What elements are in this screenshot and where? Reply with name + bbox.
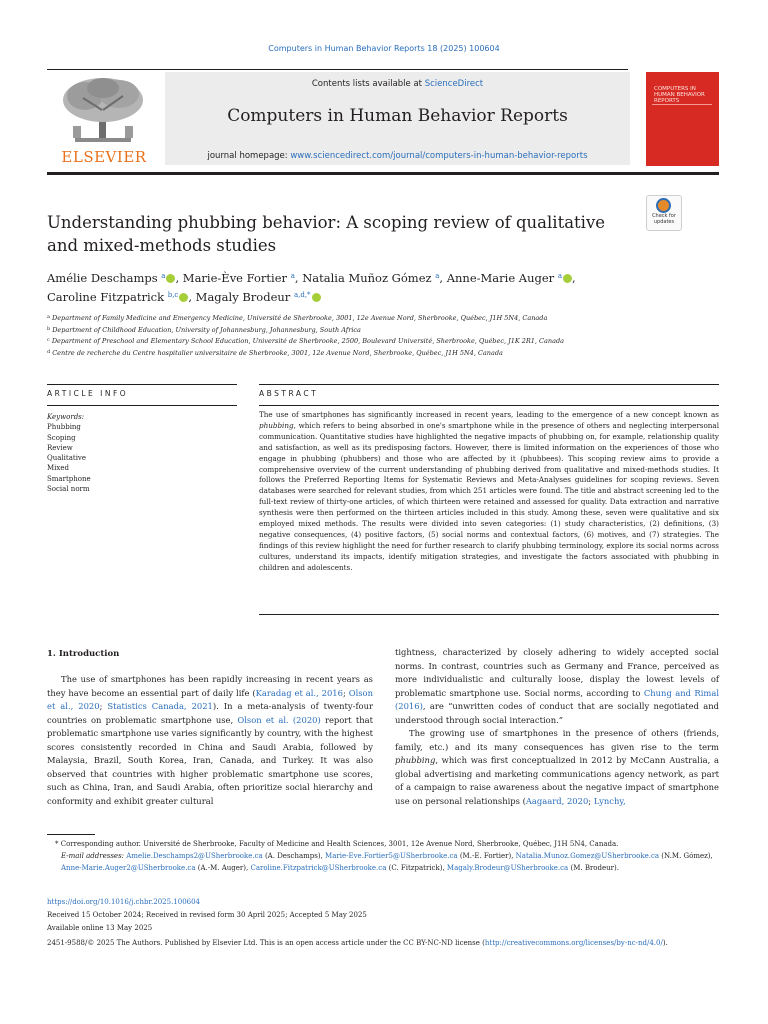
divider bbox=[259, 405, 719, 406]
author[interactable] bbox=[196, 290, 321, 304]
text: ; bbox=[342, 687, 349, 698]
sciencedirect-link[interactable]: ScienceDirect bbox=[424, 79, 484, 89]
orcid-icon[interactable] bbox=[563, 274, 572, 283]
author[interactable] bbox=[447, 271, 572, 285]
contents-prefix: Contents lists available at bbox=[311, 79, 425, 89]
author-sup[interactable]: b,c bbox=[167, 291, 179, 299]
top-rule bbox=[47, 69, 628, 70]
author[interactable] bbox=[47, 271, 175, 285]
crossmark-label: Check for updates bbox=[652, 213, 676, 225]
publisher-name: ELSEVIER bbox=[61, 148, 147, 166]
author-sup[interactable]: a bbox=[557, 272, 563, 280]
divider bbox=[47, 405, 237, 406]
author-name: Anne-Marie Auger bbox=[446, 271, 555, 285]
paragraph bbox=[395, 727, 719, 808]
journal-banner bbox=[165, 72, 630, 165]
keyword: Smartphone bbox=[47, 474, 91, 483]
divider bbox=[259, 614, 719, 615]
abstract-heading: ABSTRACT bbox=[259, 389, 319, 398]
author-sup[interactable]: a,d,* bbox=[293, 291, 311, 299]
citation-link[interactable]: Olson et al., 2020 bbox=[47, 687, 373, 711]
author[interactable] bbox=[302, 271, 439, 285]
author-sup[interactable]: a bbox=[290, 272, 295, 280]
text: ). In a meta-analysis of twenty-four countries on problematic smartphone use, bbox=[47, 701, 373, 725]
keywords bbox=[47, 412, 227, 494]
text: , are “unwritten codes of conduct that are socially negotiated and understood through social interaction.” bbox=[395, 701, 719, 725]
email-link[interactable]: Caroline.Fitzpatrick@USherbrooke.ca bbox=[250, 864, 387, 872]
citation-link[interactable]: Olson et al. (2020) bbox=[237, 714, 321, 725]
masthead-rule bbox=[47, 172, 719, 175]
author-name: Natalia Muñoz Gómez bbox=[302, 271, 432, 285]
abstract-emph: phubbing bbox=[259, 420, 294, 430]
author-name: Magaly Brodeur bbox=[195, 290, 291, 304]
affiliation-text: Centre de recherche du Centre hospitalier universitaire de Sherbrooke, 3001, 12e Avenue Nord, Sherbrooke, Québec, J1H 5N4, Canada bbox=[52, 348, 503, 357]
copyright bbox=[47, 937, 719, 949]
author-sup[interactable]: a bbox=[435, 272, 440, 280]
email-link[interactable]: Magaly.Brodeur@USherbrooke.ca bbox=[446, 864, 569, 872]
citation-link[interactable]: Chung and Rimal (2016) bbox=[395, 687, 719, 711]
affiliation-sup: d bbox=[47, 348, 51, 355]
affiliation-sup: a bbox=[47, 314, 50, 320]
affiliation-sup: b bbox=[47, 325, 51, 332]
text: , which was first conceptualized in 2012 by McCann Australia, a global advertising and marketing communications agency network, as part of a campaign to raise awareness about the negative impact of smartphone use on personal relationships ( bbox=[395, 755, 719, 806]
email-link[interactable]: Amelie.Deschamps2@USherbrooke.ca bbox=[126, 852, 263, 860]
license-link[interactable]: http://creativecommons.org/licenses/by-nc-nd/4.0/ bbox=[484, 939, 663, 947]
crossmark-icon bbox=[656, 198, 671, 213]
email-owner: (A.-M. Auger) bbox=[197, 864, 247, 872]
email-link[interactable]: Marie-Eve.Fortier5@USherbrooke.ca bbox=[325, 852, 458, 860]
divider bbox=[47, 384, 237, 385]
affiliations bbox=[47, 312, 647, 358]
abstract-part: The use of smartphones has significantly increased in recent years, leading to the emergence of a new concept known as bbox=[259, 410, 719, 419]
keywords-label: Keywords: bbox=[47, 413, 85, 421]
article-title: Understanding phubbing behavior: A scoping review of qualitative and mixed-methods studies bbox=[47, 213, 606, 255]
footnote-rule bbox=[47, 834, 95, 835]
affiliation bbox=[47, 312, 647, 324]
footnote bbox=[47, 838, 719, 874]
affiliation-text: Department of Childhood Education, University of Johannesburg, Johannesburg, South Africa bbox=[52, 325, 361, 334]
email-link[interactable]: Natalia.Munoz.Gomez@USherbrooke.ca bbox=[515, 852, 660, 860]
email-label: E-mail addresses: bbox=[61, 852, 125, 860]
publisher-logo[interactable] bbox=[45, 76, 163, 166]
cover-title: COMPUTERS IN HUMAN BEHAVIOR REPORTS bbox=[654, 86, 705, 104]
doi-link[interactable]: https://doi.org/10.1016/j.chbr.2025.100604 bbox=[47, 898, 201, 906]
keyword: Qualitative bbox=[47, 454, 87, 463]
email-owner: (A. Deschamps) bbox=[264, 852, 321, 860]
text: The use of smartphones has been rapidly increasing in recent years as they have become an essential part of daily life ( bbox=[47, 674, 373, 698]
keyword: Review bbox=[47, 443, 73, 452]
orcid-icon[interactable] bbox=[312, 293, 321, 302]
abstract-part: , which refers to being absorbed in one's smartphone while in the presence of others and neglecting interpersonal communication. Quantitative studies have highlighted the negative impacts of phubbing on, for example, relationship quality and satisfaction, as well as its predisposing factors. However, there is limited information on the experiences of those who engage in phubbing (phubbers) and those who are affected by it (phubbees). This scoping review aims to provide a comprehensive overview of the current understanding of phubbing derived from qualitative and mixed-methods studies. It follows the Preferred Reporting Items for Systematic Reviews and Meta-Analyses guidelines for scoping reviews. Seven databases were searched for relevant studies, from which 251 articles were found. The title and abstract screening led to the full-text review of thirty-one articles, of which thirteen were retained and assessed for quality. Data extraction and narrative synthesis were then performed on the thirteen articles included in this study. Among these, seven were qualitative and six employed mixed methods. The results were divided into seven categories: (1) study characteristics, (2) definitions, (3) negative consequences, (4) positive factors, (5) social norms and contextual factors, (6) motives, and (7) strategies. The findings of this review highlight the need for further research to clarify phubbing terminology, explore its social norms across cultures, understand its impacts, identify mitigation strategies, and investigate the factors associated with phubbing in children and adolescents. bbox=[259, 420, 719, 572]
email-owner: (M. Brodeur). bbox=[570, 864, 619, 872]
homepage-line bbox=[165, 151, 630, 161]
text: ; bbox=[588, 795, 594, 806]
text: ; bbox=[99, 701, 108, 711]
text: report that problematic smartphone use varies significantly by country, with the highest scores consistently recorded in China and Saudi Arabia, followed by Malaysia, Brazil, South Korea, Iran, Canada, and Turkey. It was also observed that countries with higher problematic smartphone use scores, such as China, Iran, and Saudi Arabia, often prioritize social hierarchy and conformity and exhibit greater cultural bbox=[47, 714, 373, 806]
body-column-right bbox=[395, 646, 719, 808]
author[interactable] bbox=[183, 271, 295, 285]
author-name: Amélie Deschamps bbox=[47, 271, 158, 285]
section-heading: 1. Introduction bbox=[47, 649, 120, 659]
journal-cover[interactable] bbox=[646, 72, 719, 166]
author-name: Marie-Ève Fortier bbox=[182, 271, 288, 285]
keyword: Phubbing bbox=[47, 423, 81, 432]
contents-line bbox=[165, 79, 630, 89]
orcid-icon[interactable] bbox=[179, 293, 188, 302]
email-link[interactable]: Anne-Marie.Auger2@USherbrooke.ca bbox=[61, 864, 196, 872]
email-addresses: E-mail addresses: Amelie.Deschamps2@USherbrooke.ca (A. Deschamps), Marie-Eve.Fortier5@USherbrooke.ca (M.-E. Fortier), Natalia.Munoz.Gomez@USherbrooke.ca (N.M. Gómez), Anne-Marie.Auger2@USherbrooke.ca (A.-M. Auger), Caroline.Fitzpatrick@USherbrooke.ca (C. Fitzpatrick), Magaly.Brodeur@USherbrooke.ca (M. Brodeur). bbox=[61, 852, 713, 872]
paragraph bbox=[47, 673, 373, 808]
affiliation bbox=[47, 335, 647, 347]
citation-link[interactable]: Karadag et al., 2016 bbox=[255, 687, 343, 698]
author[interactable] bbox=[47, 290, 188, 304]
homepage-link[interactable]: www.sciencedirect.com/journal/computers-in-human-behavior-reports bbox=[290, 151, 588, 161]
article-info-heading: ARTICLE INFO bbox=[47, 389, 129, 398]
email-owner: (C. Fitzpatrick) bbox=[388, 864, 443, 872]
check-for-updates-badge[interactable] bbox=[646, 195, 682, 231]
citation-link[interactable]: Statistics Canada, 2021 bbox=[107, 701, 213, 711]
homepage-label: journal homepage: bbox=[207, 151, 291, 161]
keyword: Mixed bbox=[47, 464, 69, 473]
corresponding-author-note: * Corresponding author. Université de Sherbrooke, Faculty of Medicine and Health Sciences, 3001, 12e Avenue Nord, Sherbrooke, Québec, J1H 5N4, Canada. bbox=[55, 840, 619, 848]
author-list: Amélie Deschamps $^a$ , Marie-Ève Fortier $^a$, Natalia Muñoz Gómez $^a$, Anne-Marie Auger $^a$ , Caroline Fitzpatrick $^{b,c}$ , Magaly Brodeur $^{a,d,*}$ bbox=[47, 271, 576, 304]
divider bbox=[259, 384, 719, 385]
keyword: Scoping bbox=[47, 433, 76, 442]
copyright-text: 2451-9588/© 2025 The Authors. Published by Elsevier Ltd. This is an open access article under the CC BY-NC-ND license ( bbox=[47, 939, 485, 947]
running-head[interactable]: Computers in Human Behavior Reports 18 (2025) 100604 bbox=[268, 44, 500, 53]
affiliation-text: Department of Family Medicine and Emergency Medicine, Université de Sherbrooke, 3001, 12e Avenue Nord, Sherbrooke, Québec, J1H 5N4, Canada bbox=[51, 314, 548, 322]
email-owner: (M.-E. Fortier) bbox=[459, 852, 512, 860]
email-owner: (N.M. Gómez) bbox=[661, 852, 711, 860]
journal-title: Computers in Human Behavior Reports bbox=[227, 106, 568, 126]
affiliation-text: Department of Preschool and Elementary School Education, Université de Sherbrooke, 2500, Boulevard Université, Sherbrooke, Québec, J1K 2R1, Canada bbox=[51, 337, 564, 345]
author-sup[interactable]: a bbox=[161, 272, 166, 280]
orcid-icon[interactable] bbox=[166, 274, 175, 283]
author-name: Caroline Fitzpatrick bbox=[47, 290, 165, 304]
affiliation bbox=[47, 324, 647, 336]
elsevier-tree-icon bbox=[55, 76, 151, 146]
citation-link[interactable]: Lynchy, bbox=[593, 795, 626, 806]
citation-link[interactable]: Aagaard, 2020 bbox=[525, 795, 589, 806]
keyword: Social norm bbox=[47, 485, 90, 494]
received-dates: Received 15 October 2024; Received in revised form 30 April 2025; Accepted 5 May 2025 bbox=[47, 911, 367, 919]
affiliation-sup: c bbox=[47, 337, 50, 343]
emph: phubbing bbox=[395, 755, 436, 765]
online-date: Available online 13 May 2025 bbox=[47, 924, 153, 932]
text: The growing use of smartphones in the presence of others (friends, family, etc.) and its many consequences has given rise to the term bbox=[395, 728, 719, 752]
body-column-left bbox=[47, 673, 373, 808]
affiliation bbox=[47, 347, 647, 359]
abstract-text bbox=[259, 410, 719, 574]
text: tightness, characterized by closely adhering to widely accepted social norms. In contrast, countries such as Germany and France, perceived as more individualistic and culturally loose, display the lowest levels of problematic smartphone use. Social norms, according to bbox=[395, 647, 719, 698]
copyright-text: ). bbox=[662, 939, 668, 947]
paragraph bbox=[395, 646, 719, 727]
cover-rule bbox=[652, 104, 712, 105]
